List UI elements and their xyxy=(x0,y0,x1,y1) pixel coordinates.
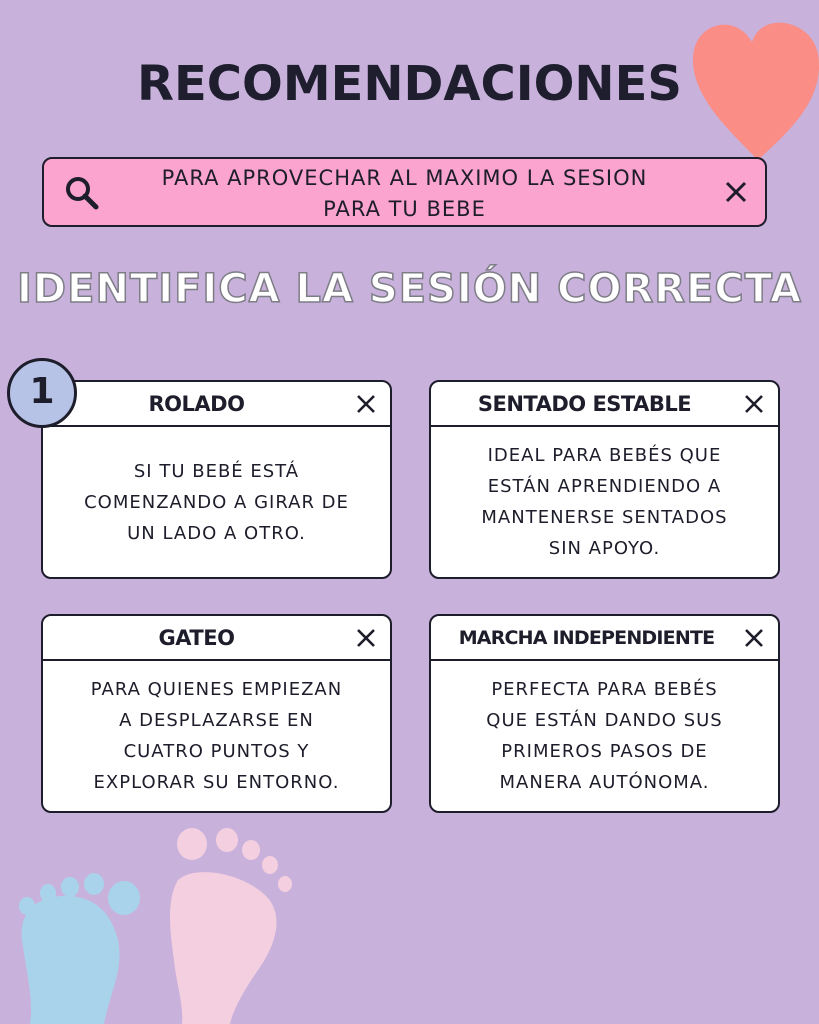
card-title: SENTADO ESTABLE xyxy=(477,392,692,416)
card-title: GATEO xyxy=(158,626,235,650)
step-number-badge: 1 xyxy=(7,358,77,428)
close-icon[interactable] xyxy=(744,394,764,414)
card-sentado-estable xyxy=(429,380,780,579)
close-icon[interactable] xyxy=(725,181,747,203)
card-rolado xyxy=(41,380,392,579)
card-title: ROLADO xyxy=(148,392,245,416)
card-description: IDEAL PARA BEBÉS QUE ESTÁN APRENDIENDO A MANTENERSE SENTADOS SIN APOYO. xyxy=(481,445,728,559)
baby-feet-illustration xyxy=(0,820,320,1024)
card-gateo xyxy=(41,614,392,813)
close-icon[interactable] xyxy=(744,628,764,648)
search-bar[interactable] xyxy=(42,157,767,227)
search-text: PARA APROVECHAR AL MAXIMO LA SESION PARA TU BEBE xyxy=(161,166,648,221)
baby-foot-pink xyxy=(170,828,292,1024)
close-icon[interactable] xyxy=(356,394,376,414)
page-title: RECOMENDACIONES xyxy=(137,56,682,112)
card-header xyxy=(43,382,390,427)
card-description: PERFECTA PARA BEBÉS QUE ESTÁN DANDO SUS PRIMEROS PASOS DE MANERA AUTÓNOMA. xyxy=(486,679,723,793)
search-icon[interactable] xyxy=(64,175,100,211)
close-icon[interactable] xyxy=(356,628,376,648)
card-description: SI TU BEBÉ ESTÁ COMENZANDO A GIRAR DE UN LADO A OTRO. xyxy=(84,460,349,544)
card-title: MARCHA INDEPENDIENTE xyxy=(458,627,715,649)
card-header xyxy=(431,616,778,661)
card-header xyxy=(43,616,390,661)
baby-foot-blue xyxy=(19,873,140,1024)
section-heading: IDENTIFICA LA SESIÓN CORRECTA xyxy=(17,266,802,312)
card-header xyxy=(431,382,778,427)
card-description: PARA QUIENES EMPIEZAN A DESPLAZARSE EN CUATRO PUNTOS Y EXPLORAR SU ENTORNO. xyxy=(90,679,343,793)
card-marcha-independiente xyxy=(429,614,780,813)
